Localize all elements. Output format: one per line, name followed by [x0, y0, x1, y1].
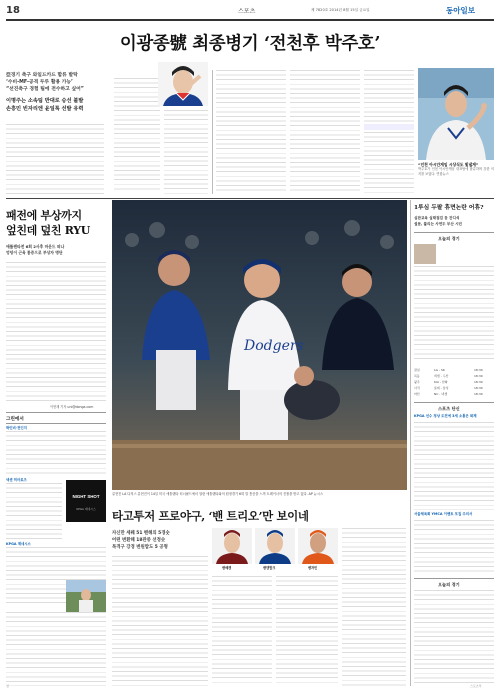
deck-line: ‘수비-MF-공격 두루 활용 가능’ — [6, 80, 73, 85]
article-body — [342, 528, 406, 686]
deck-line: 엉덩이 근육 통증으로 부상자 명단 — [6, 250, 63, 255]
photo-caption — [418, 162, 494, 187]
article-body — [216, 70, 286, 194]
face-label: 밴덴헐크 — [263, 566, 276, 570]
right-question-heading: 1루심 두팔 휴면논란 어휴? — [414, 205, 484, 211]
table-cell: 목동 — [414, 374, 420, 378]
byline: 이헌재 기자 uni@donga.com — [50, 405, 94, 409]
table-cell: NC - 넥센 — [434, 392, 448, 396]
column-divider — [212, 70, 213, 194]
caption-text: 박주호가 인천 아시안게임 대표팀에 합류하며 강한 의지를 보였다. 연합뉴스 — [418, 167, 494, 176]
table-cell: 사직 — [414, 386, 420, 390]
caption-title: “인천 아시안게임 시상식도 빛낼게” — [418, 162, 479, 167]
deck-line: 어떤 변환해 18관중 선정숫 — [112, 538, 166, 543]
logo-text: NIGHT SHOT — [72, 494, 100, 499]
divider — [414, 402, 494, 403]
team-photo — [418, 68, 494, 160]
article-body — [364, 132, 414, 194]
article-body — [164, 110, 208, 194]
table-cell: KIA - 한화 — [434, 380, 448, 384]
table-cell: 롯데 - 삼성 — [434, 386, 449, 390]
deck-line: 설문, 불리는 사연두 부산 시민 — [414, 221, 463, 226]
article-body — [114, 78, 160, 192]
player-photo — [158, 62, 208, 106]
divider — [414, 578, 494, 579]
right-decks — [414, 216, 494, 227]
divider — [414, 232, 494, 233]
note-text — [6, 483, 62, 541]
top-decks — [6, 72, 104, 113]
article-body — [414, 590, 494, 686]
table-cell: LG - SK — [434, 368, 445, 372]
face-label: 밴헤켄 — [222, 566, 232, 570]
side-notes-heading: 그린에서 — [6, 417, 24, 422]
divider — [6, 423, 106, 424]
side-photo — [66, 580, 106, 612]
footer-right: 스포츠부 — [470, 684, 482, 688]
note-title: KPGA 제네시스 — [6, 542, 31, 546]
article-body — [414, 520, 494, 574]
table-cell: 18:30 — [474, 380, 483, 384]
table-cell: 마산 — [414, 392, 420, 396]
table-cell: 광주 — [414, 380, 420, 384]
column-photo — [414, 244, 436, 264]
divider — [6, 412, 106, 413]
face-label: 벤자민 — [308, 566, 318, 570]
table-cell: 18:30 — [474, 374, 483, 378]
table-row — [414, 392, 494, 398]
pitcher-portraits — [212, 528, 338, 572]
issue-date: 제 7820호 2014년 8월 15일 금요일 — [311, 8, 370, 12]
deck-line: 심판교육 실태점검 등 잔디석 — [414, 216, 460, 220]
article-body — [6, 262, 106, 402]
deck-line: 亞경기 축구 와일드카드 합류 발탁 — [6, 73, 78, 78]
article-body — [364, 70, 414, 122]
bottom-headline: 타고투저 프로야구, ‘밴 트리오’만 보이네 — [112, 509, 309, 523]
column-title: 스포츠 단신 — [438, 406, 460, 411]
deck-line: 자신만 세웨 51 밴해의 5경숫 — [112, 531, 170, 536]
deck-line: 목격구 강경 변원밥도 5 공형 — [112, 545, 168, 550]
deck-line: 애틀랜타전 6회 2사후 마운드 떠나 — [6, 244, 65, 249]
brief-title: 서울체육회 YMCA 이벤트 모집 주의서 — [414, 512, 473, 516]
article-body — [6, 124, 104, 194]
column-title: 오늘의 경기 — [438, 236, 460, 241]
logo-caption: KPGA 제네시스 — [76, 507, 96, 511]
top-headline: 이광종號 최종병기 ‘전천후 박주호’ — [119, 34, 381, 54]
column-divider — [410, 200, 411, 686]
header-rule — [6, 19, 494, 21]
table-cell: 18:30 — [474, 392, 483, 396]
note-title: 박인비·전인지 — [6, 426, 27, 430]
table-cell: 잠실 — [414, 368, 420, 372]
deck-line: 손흥민 빈자리엔 윤일록 선발 유력 — [6, 106, 84, 112]
article-body — [276, 576, 338, 686]
inline-subhead — [364, 124, 414, 130]
section-rule — [6, 198, 494, 199]
table-cell: 18:30 — [474, 386, 483, 390]
article-body — [112, 556, 208, 686]
headline-line: 패전에 부상까지 — [6, 209, 82, 222]
night-shot-logo — [66, 480, 106, 522]
side-note-1 — [6, 426, 106, 475]
masthead-logo: 동아일보 — [446, 6, 475, 15]
article-body — [290, 70, 360, 194]
ryu-decks — [6, 244, 106, 256]
brief-title: KPGA 선수 정상 도전에 3세 소통은 화제 — [414, 414, 477, 418]
headline-line: 엎친데 덮친 RYU — [6, 224, 91, 237]
svg-text:Dodgers: Dodgers — [244, 338, 304, 354]
footer-left: 김 — [6, 684, 9, 688]
ryu-photo-caption: 류현진 LA 다저스 류현진이 14일 미국 애틀랜타 터너필드에서 열린 애틀랜타와의 원정경기 6회 말 통증을 느껴 트레이너의 진찰을 받고 있다. AP 뉴시스 — [112, 492, 323, 496]
article-body — [414, 422, 494, 510]
note-title: 넥센 히어로즈 — [6, 478, 27, 482]
deck-line: 이명주는 소속팀 반대로 승선 불발 — [6, 98, 84, 104]
article-body — [414, 266, 494, 362]
page-header — [6, 4, 494, 18]
page-number: 18 — [6, 5, 20, 16]
bottom-decks — [112, 530, 208, 551]
note-text — [6, 431, 106, 475]
section-name: 스포츠 — [238, 8, 256, 15]
ryu-photo — [112, 200, 407, 490]
column-title: 오늘의 경기 — [438, 582, 460, 587]
article-body — [6, 612, 106, 686]
table-cell: 넥센 - 두산 — [434, 374, 449, 378]
table-cell: 18:30 — [474, 368, 483, 372]
ryu-headline — [6, 208, 106, 238]
deck-line: “선진축구 경험 팀에 전수하고 싶어” — [6, 87, 84, 92]
side-note-2 — [6, 478, 62, 541]
article-body — [212, 576, 272, 686]
